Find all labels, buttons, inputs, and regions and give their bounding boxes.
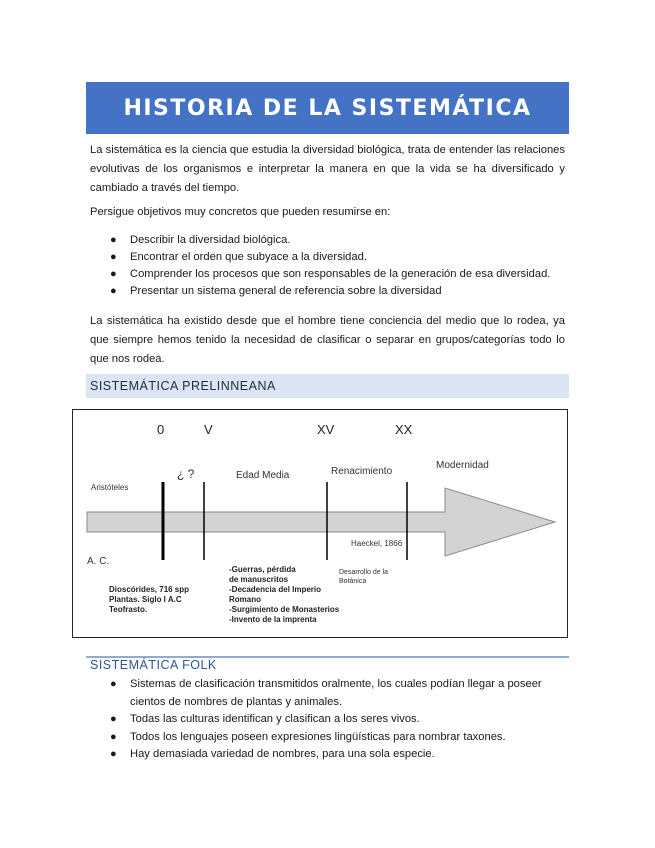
objectives-list <box>110 232 551 300</box>
timeline-arrow <box>87 488 555 556</box>
title-banner <box>86 82 569 134</box>
label-question: ¿ ? <box>177 467 195 481</box>
timeline-figure <box>72 409 568 638</box>
list-item: ● Encontrar el orden que subyace a la diversidad. <box>130 249 550 266</box>
bullet-icon: ● <box>110 251 117 263</box>
event-line-1: -Guerras, pérdida <box>229 565 296 574</box>
list-item: ● Comprender los procesos que son responsables de la generación de esa diversidad. <box>130 266 550 283</box>
list-item: ● Sistemas de clasificación transmitidos oralmente, los cuales podían llegar a poseer cientos de nombres de plantas y animales. <box>110 678 542 708</box>
bullet-icon: ● <box>110 748 117 760</box>
label-edad-media: Edad Media <box>236 470 290 481</box>
event-line-5: -Surgimiento de Monasterios <box>229 605 340 614</box>
label-aristoteles: Aristóteles <box>91 483 129 492</box>
section-header-prelinneana <box>86 374 569 398</box>
botanica-line-1: Desarrollo de la <box>339 569 389 576</box>
century-xv: XV <box>317 422 335 437</box>
bullet-icon: ● <box>110 730 117 743</box>
botanica-line-2: Botánica <box>339 578 367 585</box>
label-ac: A. C. <box>87 556 110 567</box>
century-0: 0 <box>157 422 165 437</box>
century-xx: XX <box>395 422 413 437</box>
dioscorides-line-2: Plantas. Siglo I A.C <box>109 595 182 604</box>
section-title: SISTEMÁTICA PRELINNEANA <box>90 379 276 393</box>
intro-paragraph: La sistemática es la ciencia que estudia la diversidad biológica, trata de entender las relaciones evolutivas de los organismos e interpretar la manera en que la vida se ha diversificado y cambiado a través del tiempo. <box>90 144 565 194</box>
history-paragraph: La sistemática ha existido desde que el hombre tiene conciencia del medio que lo rodea, ya que siempre hemos tenido la necesidad de clasificar o separar en grupos/categorías todo lo que nos rodea. <box>90 315 565 365</box>
century-v: V <box>204 422 213 437</box>
list-item: ● Todos los lenguajes poseen expresiones lingüísticas para nombrar taxones. <box>130 729 566 747</box>
page-title: HISTORIA DE LA SISTEMÁTICA <box>123 95 532 121</box>
list-item: ● Presentar un sistema general de referencia sobre la diversidad <box>130 283 550 300</box>
timeline-diagram <box>73 410 569 639</box>
bullet-icon: ● <box>110 285 117 297</box>
label-renacimiento: Renacimiento <box>331 466 393 477</box>
bullet-icon: ● <box>110 713 117 725</box>
event-line-3: -Decadencia del Imperio <box>229 585 322 594</box>
label-haeckel: Haeckel, 1866 <box>351 539 403 548</box>
list-item: ● Describir la diversidad biológica. <box>130 232 550 249</box>
bullet-icon: ● <box>110 268 117 280</box>
folk-list <box>110 676 566 764</box>
event-line-2: de manuscritos <box>229 575 289 584</box>
label-modernidad: Modernidad <box>436 460 489 471</box>
event-line-4: Romano <box>229 595 261 604</box>
event-line-6: -Invento de la imprenta <box>229 615 317 624</box>
bullet-icon: ● <box>110 234 117 246</box>
objectives-lead: Persigue objetivos muy concretos que pueden resumirse en: <box>90 206 391 218</box>
list-item: ● Todas las culturas identifican y clasifican a los seres vivos. <box>130 711 566 729</box>
dioscorides-line-1: Dioscórides, 716 spp <box>109 585 190 594</box>
section-header-folk: SISTEMÁTICA FOLK <box>90 658 217 672</box>
bullet-icon: ● <box>110 678 117 690</box>
list-item: ● Hay demasiada variedad de nombres, para una sola especie. <box>130 746 566 764</box>
dioscorides-line-3: Teofrasto. <box>109 605 148 614</box>
